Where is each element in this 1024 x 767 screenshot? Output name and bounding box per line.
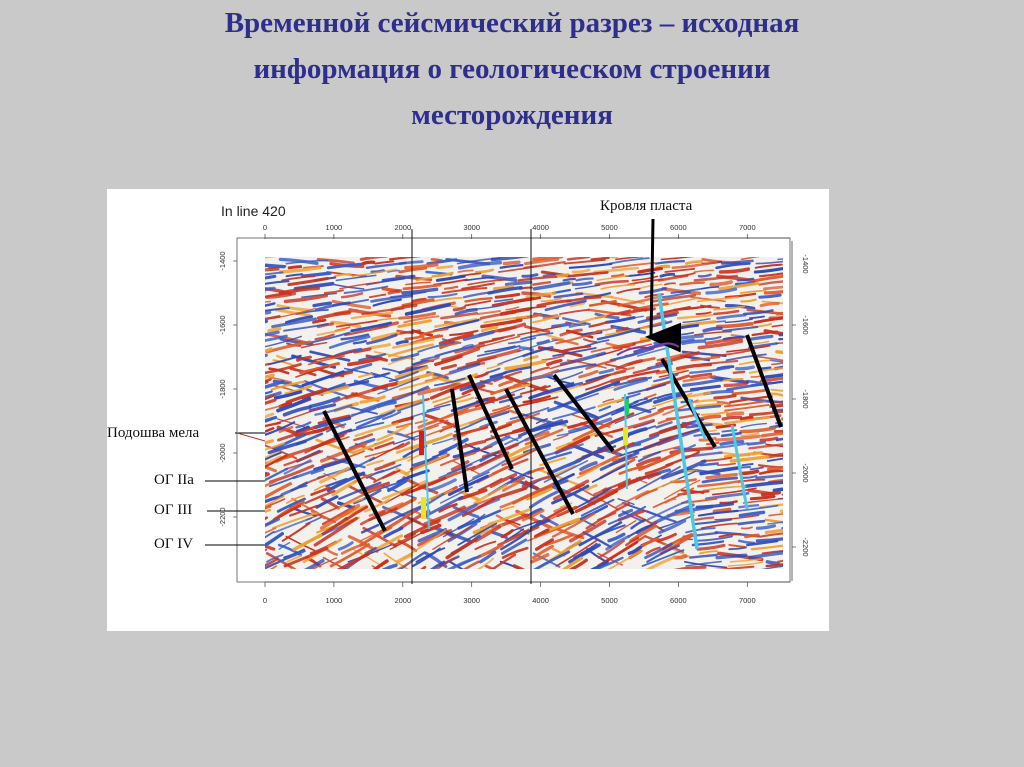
reflection-stroke: [675, 556, 686, 557]
title-line-2: информация о геологическом строении: [253, 53, 771, 85]
reflection-stroke: [397, 342, 407, 344]
x-tick-label: 3000: [463, 596, 481, 605]
x-tick-label: 7000: [738, 596, 756, 605]
reflection-stroke: [245, 253, 270, 255]
x-tick-label: 4000: [532, 223, 549, 232]
seismic-section-figure: [107, 189, 829, 631]
reflection-stroke: [245, 373, 264, 378]
x-tick-label: 1000: [325, 596, 343, 605]
y-tick-label: -2200: [218, 507, 227, 527]
x-tick-label: 0: [262, 596, 268, 605]
reflection-stroke: [245, 440, 257, 444]
y-tick-label: -1400: [218, 251, 227, 271]
reflection-stroke: [245, 359, 263, 364]
reflection-stroke: [387, 248, 421, 251]
reflection-stroke: [767, 562, 778, 564]
well-marker: [625, 399, 629, 415]
y-tick-label: -1800: [801, 389, 810, 409]
reflection-stroke: [245, 550, 266, 562]
reflection-stroke: [779, 335, 818, 339]
reflection-stroke: [373, 250, 384, 251]
reflection-stroke: [717, 555, 746, 557]
reflection-stroke: [245, 537, 257, 545]
reflection-stroke: [245, 331, 268, 335]
y-tick-label: -2000: [218, 443, 227, 463]
reflection-stroke: [245, 516, 262, 524]
reflection-stroke: [245, 555, 262, 566]
x-tick-label: 6000: [670, 596, 687, 605]
inline-label: In line 420: [221, 203, 286, 219]
reflection-stroke: [782, 508, 823, 512]
reflection-stroke: [723, 417, 740, 419]
x-tick-label: 5000: [601, 596, 618, 605]
y-tick-label: -2000: [801, 463, 810, 483]
reflection-stroke: [245, 501, 259, 507]
reflection-stroke: [245, 321, 267, 326]
reflection-stroke: [668, 571, 702, 575]
reflection-stroke: [245, 289, 264, 292]
reflection-stroke: [245, 285, 260, 287]
reflection-stroke: [777, 310, 819, 314]
reflection-stroke: [504, 262, 519, 263]
reflection-stroke: [778, 256, 820, 260]
reflection-stroke: [703, 574, 723, 577]
x-tick-label: 1000: [325, 223, 343, 232]
reflection-stroke: [685, 248, 710, 252]
reflection-stroke: [661, 249, 680, 251]
y-axis-right-ticks: [792, 254, 810, 556]
reflection-stroke: [245, 416, 256, 419]
x-tick-label: 0: [262, 223, 268, 232]
horizon-label-og-iv: ОГ IV: [154, 536, 194, 552]
reflection-stroke: [245, 570, 260, 579]
x-tick-label: 7000: [738, 223, 756, 232]
reflection-stroke: [546, 253, 564, 255]
reflection-stroke: [429, 248, 462, 251]
x-tick-label: 3000: [463, 223, 481, 232]
title-line-3: месторождения: [411, 99, 613, 131]
reflection-stroke: [763, 493, 780, 495]
reflection-stroke: [742, 464, 752, 465]
reflection-stroke: [245, 348, 261, 352]
reflection-stroke: [306, 249, 332, 251]
reflection-stroke: [272, 253, 297, 255]
reflection-stroke: [777, 439, 793, 440]
y-tick-label: -1600: [218, 315, 227, 335]
seismic-section-svg: [107, 189, 829, 631]
y-tick-label: -2200: [801, 537, 810, 557]
y-tick-label: -1600: [801, 315, 810, 335]
reflection-stroke: [280, 569, 293, 574]
annotation-arrow: [651, 219, 653, 337]
reflection-stroke: [629, 574, 641, 581]
x-tick-label: 5000: [601, 223, 618, 232]
reflection-stroke: [595, 249, 627, 251]
reflection-stroke: [338, 248, 368, 251]
reflection-stroke: [734, 372, 744, 373]
reflection-stroke: [728, 413, 743, 415]
reflection-stroke: [389, 291, 400, 293]
reflection-stroke: [245, 348, 261, 353]
well-marker: [623, 427, 628, 445]
reflection-stroke: [269, 329, 280, 331]
reflection-stroke: [245, 499, 258, 506]
reflection-stroke: [245, 370, 261, 373]
x-tick-label: 6000: [670, 223, 687, 232]
reflection-stroke: [561, 251, 572, 252]
reflection-stroke: [599, 255, 617, 257]
reflection-stroke: [411, 251, 454, 255]
title-line-1: Временной сейсмический разрез – исходная: [224, 7, 800, 39]
reflection-stroke: [465, 249, 485, 251]
horizon-labels: [107, 425, 265, 552]
reflection-stroke: [779, 496, 811, 499]
reflection-stroke: [557, 275, 569, 277]
reflection-stroke: [523, 275, 537, 277]
reflection-stroke: [742, 417, 753, 419]
x-tick-label: 2000: [394, 223, 412, 232]
horizon-label-og-iia: ОГ IIа: [154, 472, 194, 488]
reflection-stroke: [245, 453, 267, 464]
reflection-stroke: [626, 247, 661, 251]
reflection-stroke: [372, 566, 411, 591]
reflection-stroke: [245, 518, 267, 529]
reflection-stroke: [517, 574, 551, 591]
annotation-kroviya-plasta: Кровля пласта: [600, 198, 693, 214]
x-axis-bottom-ticks: [263, 582, 756, 605]
reflection-stroke: [527, 253, 543, 255]
reflection-stroke: [245, 566, 259, 574]
reflection-stroke: [491, 250, 514, 252]
reflection-stroke: [351, 252, 384, 255]
well-marker: [421, 497, 426, 519]
reflection-stroke: [245, 495, 259, 503]
x-axis-top-ticks: [263, 223, 756, 239]
reflection-stroke: [245, 250, 255, 251]
reflection-stroke: [289, 267, 301, 268]
reflection-stroke: [737, 367, 754, 369]
reflection-stroke: [783, 495, 814, 498]
reflection-stroke: [245, 266, 268, 268]
reflection-stroke: [726, 571, 753, 574]
horizon-label-podoshva-mela: Подошва мела: [107, 425, 200, 441]
reflection-stroke: [577, 250, 589, 251]
reflection-stroke: [484, 251, 525, 256]
reflection-stroke: [456, 253, 479, 256]
horizon-label-og-iii: ОГ III: [154, 502, 193, 518]
reflection-stroke: [782, 524, 820, 528]
y-tick-label: -1800: [218, 379, 227, 399]
reflection-stroke: [302, 252, 345, 256]
reflection-stroke: [245, 355, 266, 360]
reflection-stroke: [783, 413, 823, 419]
slide-title: [60, 0, 964, 138]
reflection-stroke: [569, 253, 590, 255]
y-axis-left-ticks: [218, 251, 237, 526]
reflection-stroke: [245, 474, 268, 486]
reflection-stroke: [621, 255, 642, 256]
reflection-stroke: [517, 247, 557, 251]
reflection-stroke: [644, 250, 687, 255]
reflection-stroke: [688, 252, 709, 255]
reflection-stroke: [740, 252, 763, 255]
reflection-stroke: [716, 251, 740, 255]
reflection-stroke: [642, 574, 666, 586]
reflection-stroke: [745, 249, 763, 251]
reflection-stroke: [257, 248, 300, 251]
reflection-stroke: [390, 253, 409, 255]
y-tick-label: -1400: [801, 254, 810, 274]
well-marker: [419, 431, 424, 455]
reflection-stroke: [747, 381, 760, 383]
reflection-stroke: [245, 294, 260, 297]
reflection-stroke: [245, 331, 263, 335]
reflection-stroke: [438, 266, 453, 268]
reflection-stroke: [245, 382, 267, 390]
x-tick-label: 4000: [532, 596, 549, 605]
reflection-stroke: [746, 535, 758, 536]
horizon-leader: [237, 433, 265, 441]
reflection-stroke: [363, 262, 374, 263]
reflection-stroke: [495, 570, 530, 587]
reflection-stroke: [712, 253, 737, 256]
reflection-stroke: [245, 420, 256, 423]
reflection-stroke: [769, 247, 803, 251]
x-tick-label: 2000: [394, 596, 412, 605]
